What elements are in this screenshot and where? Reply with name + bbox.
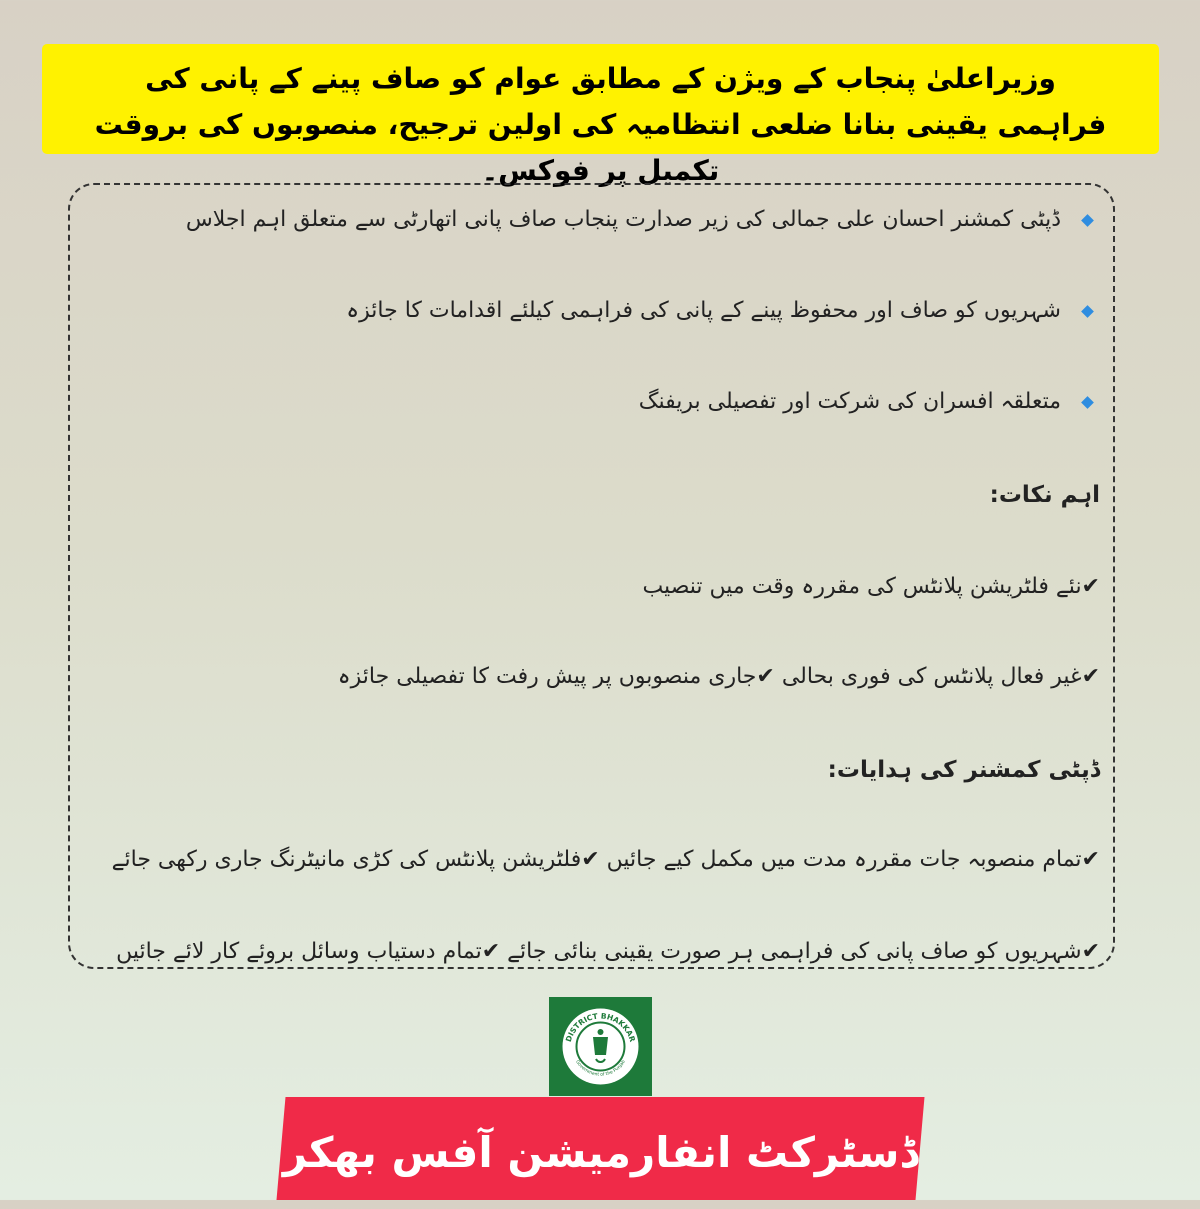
headline-box xyxy=(42,44,1159,187)
logo-top-text: DISTRICT BHAKKAR xyxy=(563,1011,638,1044)
diamond-bullet-icon xyxy=(1081,396,1094,409)
key-point-item: ✔غیر فعال پلانٹس کی فوری بحالی ✔جاری منصوبوں پر پیش رفت کا تفصیلی جائزہ xyxy=(337,664,1100,689)
banner-title: ڈسٹرکٹ انفارمیشن آفس بھکر xyxy=(282,1128,919,1177)
bullet-item: متعلقہ افسران کی شرکت اور تفصیلی بریفنگ xyxy=(639,387,1092,417)
logo-bottom-text: Government of the Punjab xyxy=(574,1059,627,1078)
headline-line-2: فراہمی یقینی بنانا ضلعی انتظامیہ کی اولین ترجیح، منصوبوں کی بروقت تکمیل پر فوکس۔ xyxy=(94,108,1107,187)
directive-item: ✔تمام منصوبہ جات مقررہ مدت میں مکمل کیے جائیں ✔فلٹریشن پلانٹس کی کڑی مانیٹرنگ جاری رکھی جائے xyxy=(111,847,1100,872)
diamond-bullet-icon xyxy=(1081,305,1094,318)
district-emblem-icon xyxy=(549,997,652,1096)
key-points-heading: اہم نکات: xyxy=(989,482,1100,508)
key-point-item: ✔نئے فلٹریشن پلانٹس کی مقررہ وقت میں تنصیب xyxy=(642,574,1100,599)
headline-line-1: وزیراعلیٰ پنجاب کے ویژن کے مطابق عوام کو صاف پینے کے پانی کی xyxy=(145,62,1056,95)
directive-item: ✔شہریوں کو صاف پانی کی فراہمی ہر صورت یقینی بنائی جائے ✔تمام دستیاب وسائل بروئے کار لائے جائیں xyxy=(116,939,1100,964)
diamond-bullet-icon xyxy=(1081,214,1094,227)
bullet-item: شہریوں کو صاف اور محفوظ پینے کے پانی کی فراہمی کیلئے اقدامات کا جائزہ xyxy=(346,296,1092,326)
directives-heading: ڈپٹی کمشنر کی ہدایات: xyxy=(827,757,1100,783)
bullet-item: ڈپٹی کمشنر احسان علی جمالی کی زیر صدارت پنجاب صاف پانی اتھارٹی سے متعلق اہم اجلاس xyxy=(186,205,1092,235)
district-bhakkar-logo xyxy=(549,997,652,1096)
